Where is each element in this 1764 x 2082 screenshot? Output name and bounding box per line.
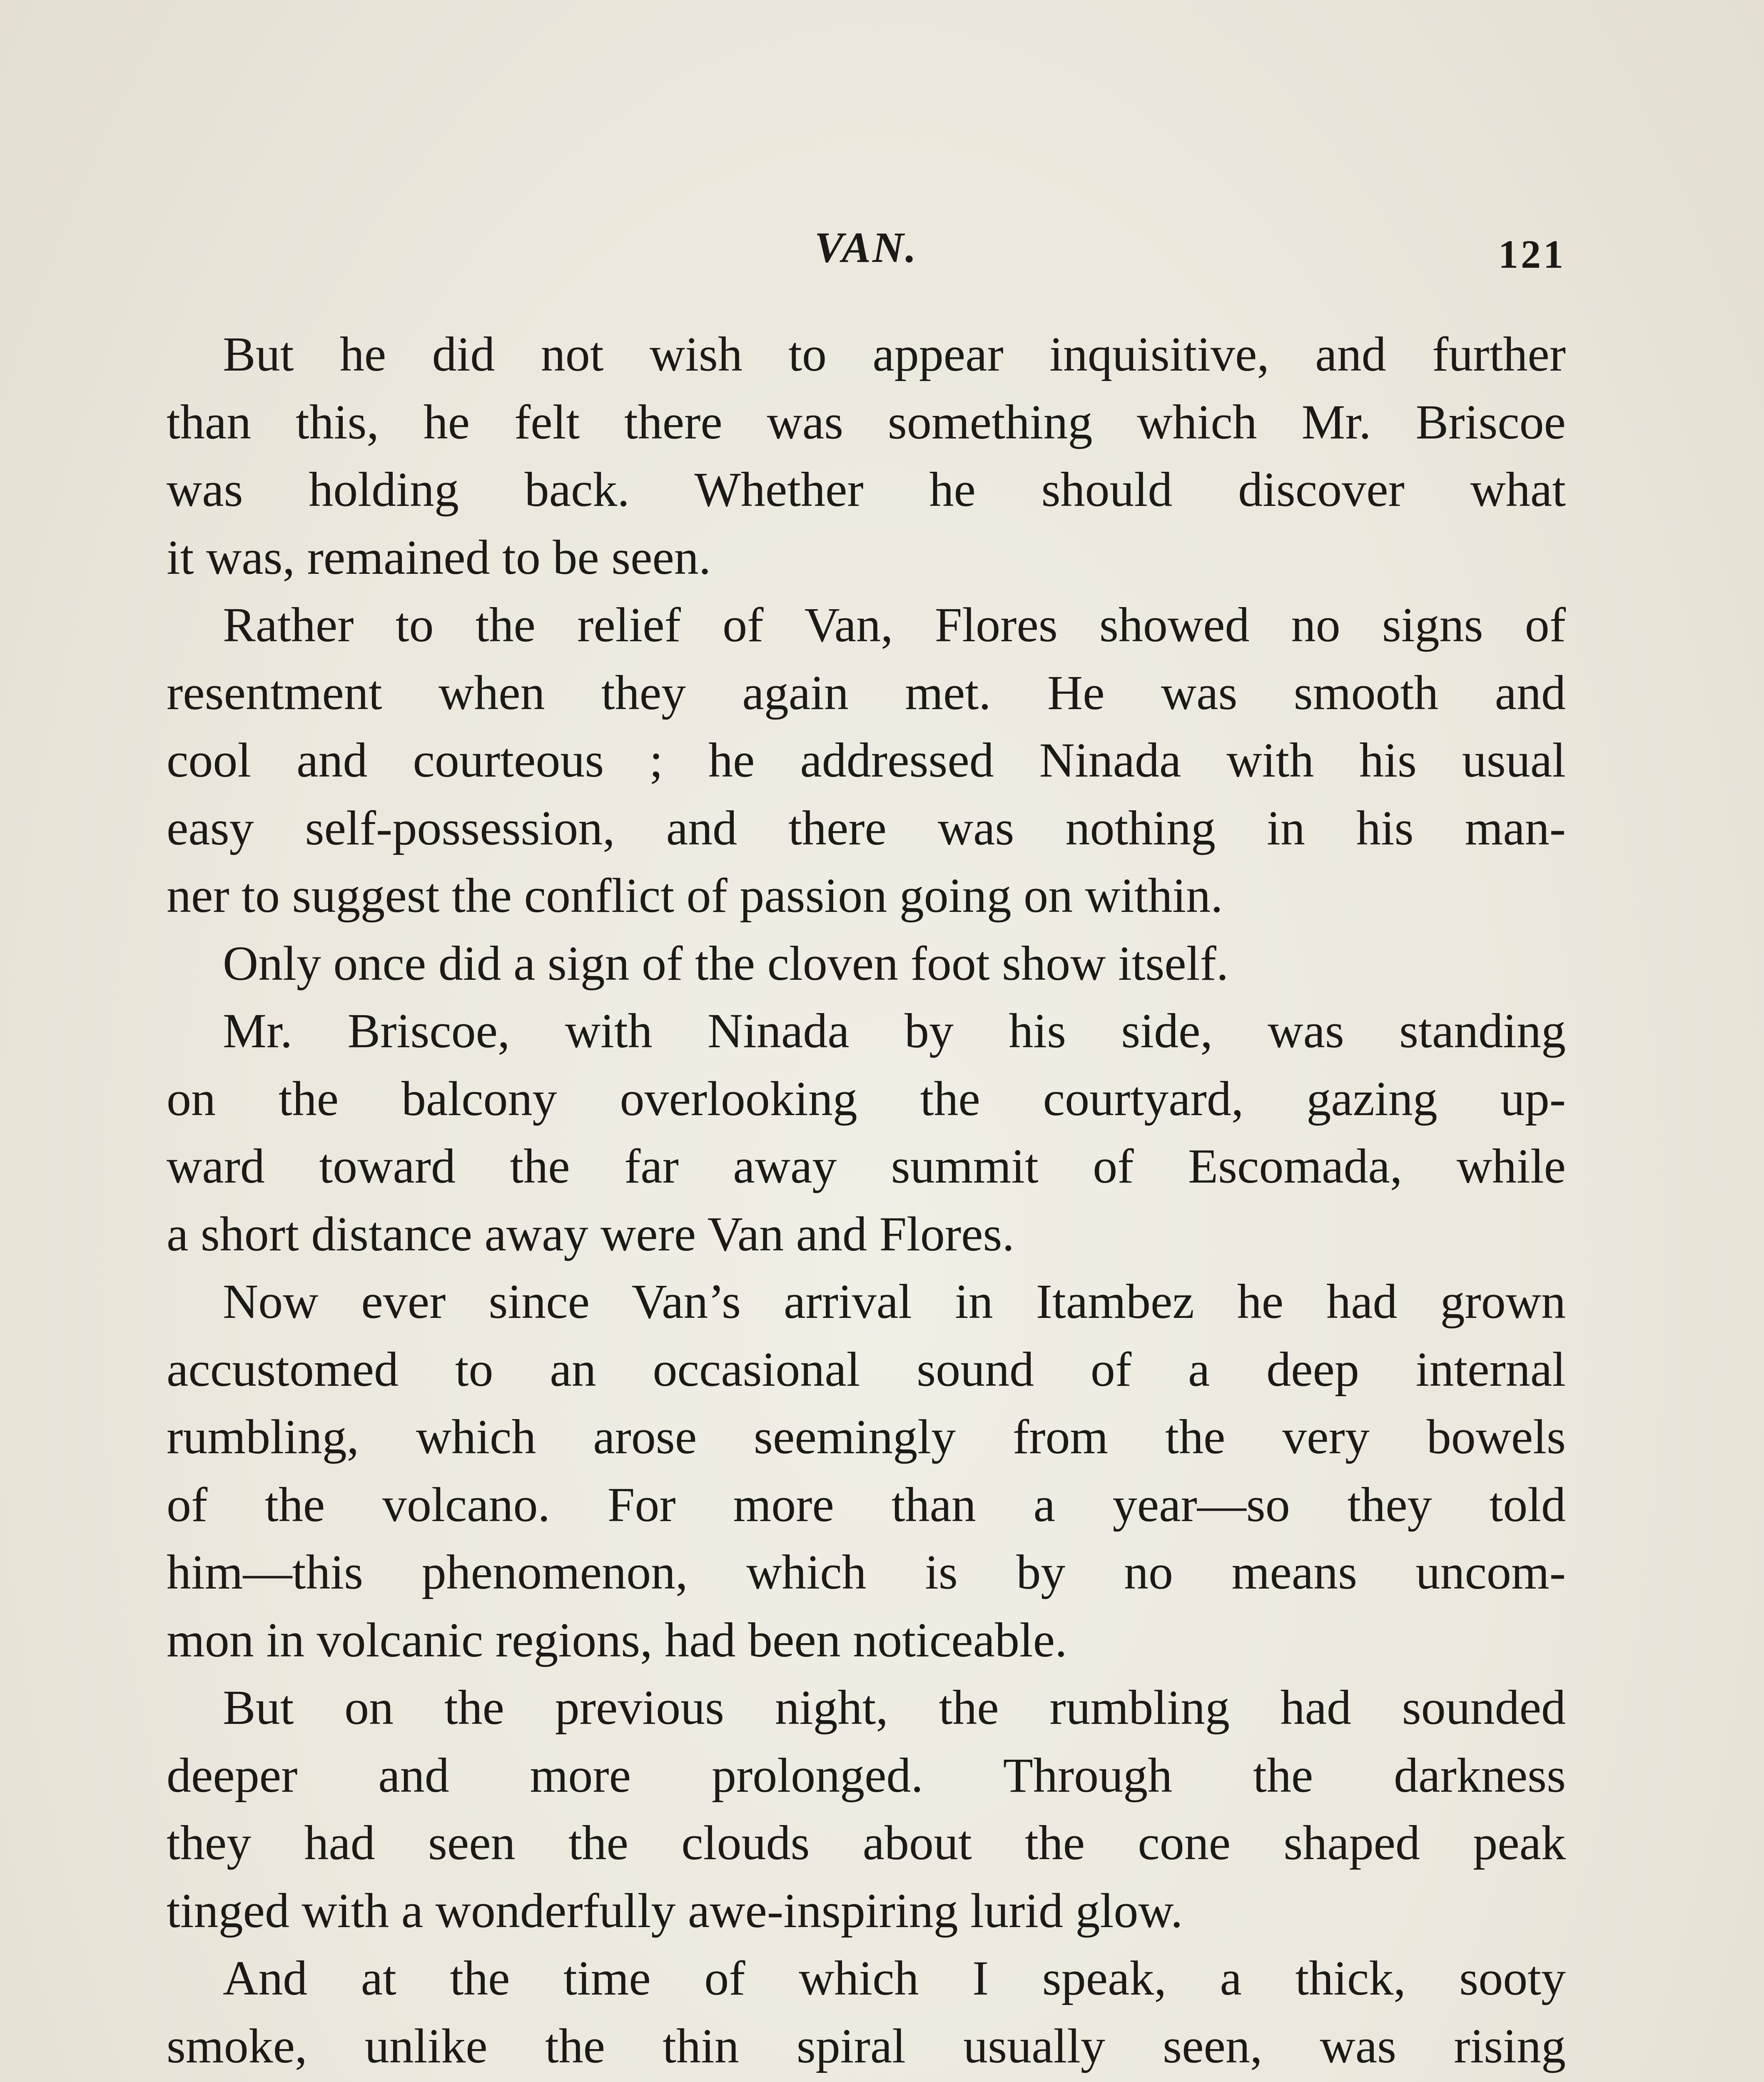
text-line: resentment when they again met. He was smooth and [167,665,1566,720]
text-line: Only once did a sign of the cloven foot show itself. [223,936,1229,991]
text-line: it was, remained to be seen. [167,530,711,585]
text-line: accustomed to an occasional sound of a deep internal [167,1342,1566,1397]
text-line: on the balcony overlooking the courtyard, gazing up- [167,1071,1566,1126]
text-line: tinged with a wonderfully awe-inspiring lurid glow. [167,1883,1183,1938]
body-text [167,321,1566,2082]
text-line: But he did not wish to appear inquisitive, and further [223,327,1566,381]
text-line: cool and courteous ; he addressed Ninada with his usual [167,733,1566,787]
page-number: 121 [1498,232,1566,276]
text-line: mon in volcanic regions, had been noticeable. [167,1612,1067,1667]
text-line: deeper and more prolonged. Through the darkness [167,1748,1566,1803]
text-line: him—this phenomenon, which is by no means uncom- [167,1545,1566,1599]
text-line: easy self-possession, and there was nothing in his man- [167,800,1566,855]
text-line: was holding back. Whether he should discover what [167,462,1566,517]
text-line: smoke, unlike the thin spiral usually seen, was rising [167,2018,1566,2073]
text-line: Mr. Briscoe, with Ninada by his side, was standing [223,1004,1566,1058]
text-line: But on the previous night, the rumbling had sounded [223,1680,1566,1735]
text-line: a short distance away were Van and Flores. [167,1206,1014,1261]
text-line: ner to suggest the conflict of passion going on within. [167,868,1223,923]
text-line: than this, he felt there was something which Mr. Briscoe [167,394,1566,449]
text-line: of the volcano. For more than a year—so they told [167,1477,1566,1532]
text-line: Now ever since Van’s arrival in Itambez he had grown [223,1274,1566,1329]
text-line: Rather to the relief of Van, Flores showed no signs of [223,598,1566,652]
running-title: VAN. [814,224,918,271]
text-line: they had seen the clouds about the cone shaped peak [167,1816,1566,1870]
running-head [167,217,1566,279]
text-line: And at the time of which I speak, a thick, sooty [223,1951,1566,2005]
text-line [167,2080,1566,2082]
text-line: ward toward the far away summit of Escomada, while [167,1139,1566,1193]
text-line: rumbling, which arose seemingly from the very bowels [167,1410,1566,1464]
